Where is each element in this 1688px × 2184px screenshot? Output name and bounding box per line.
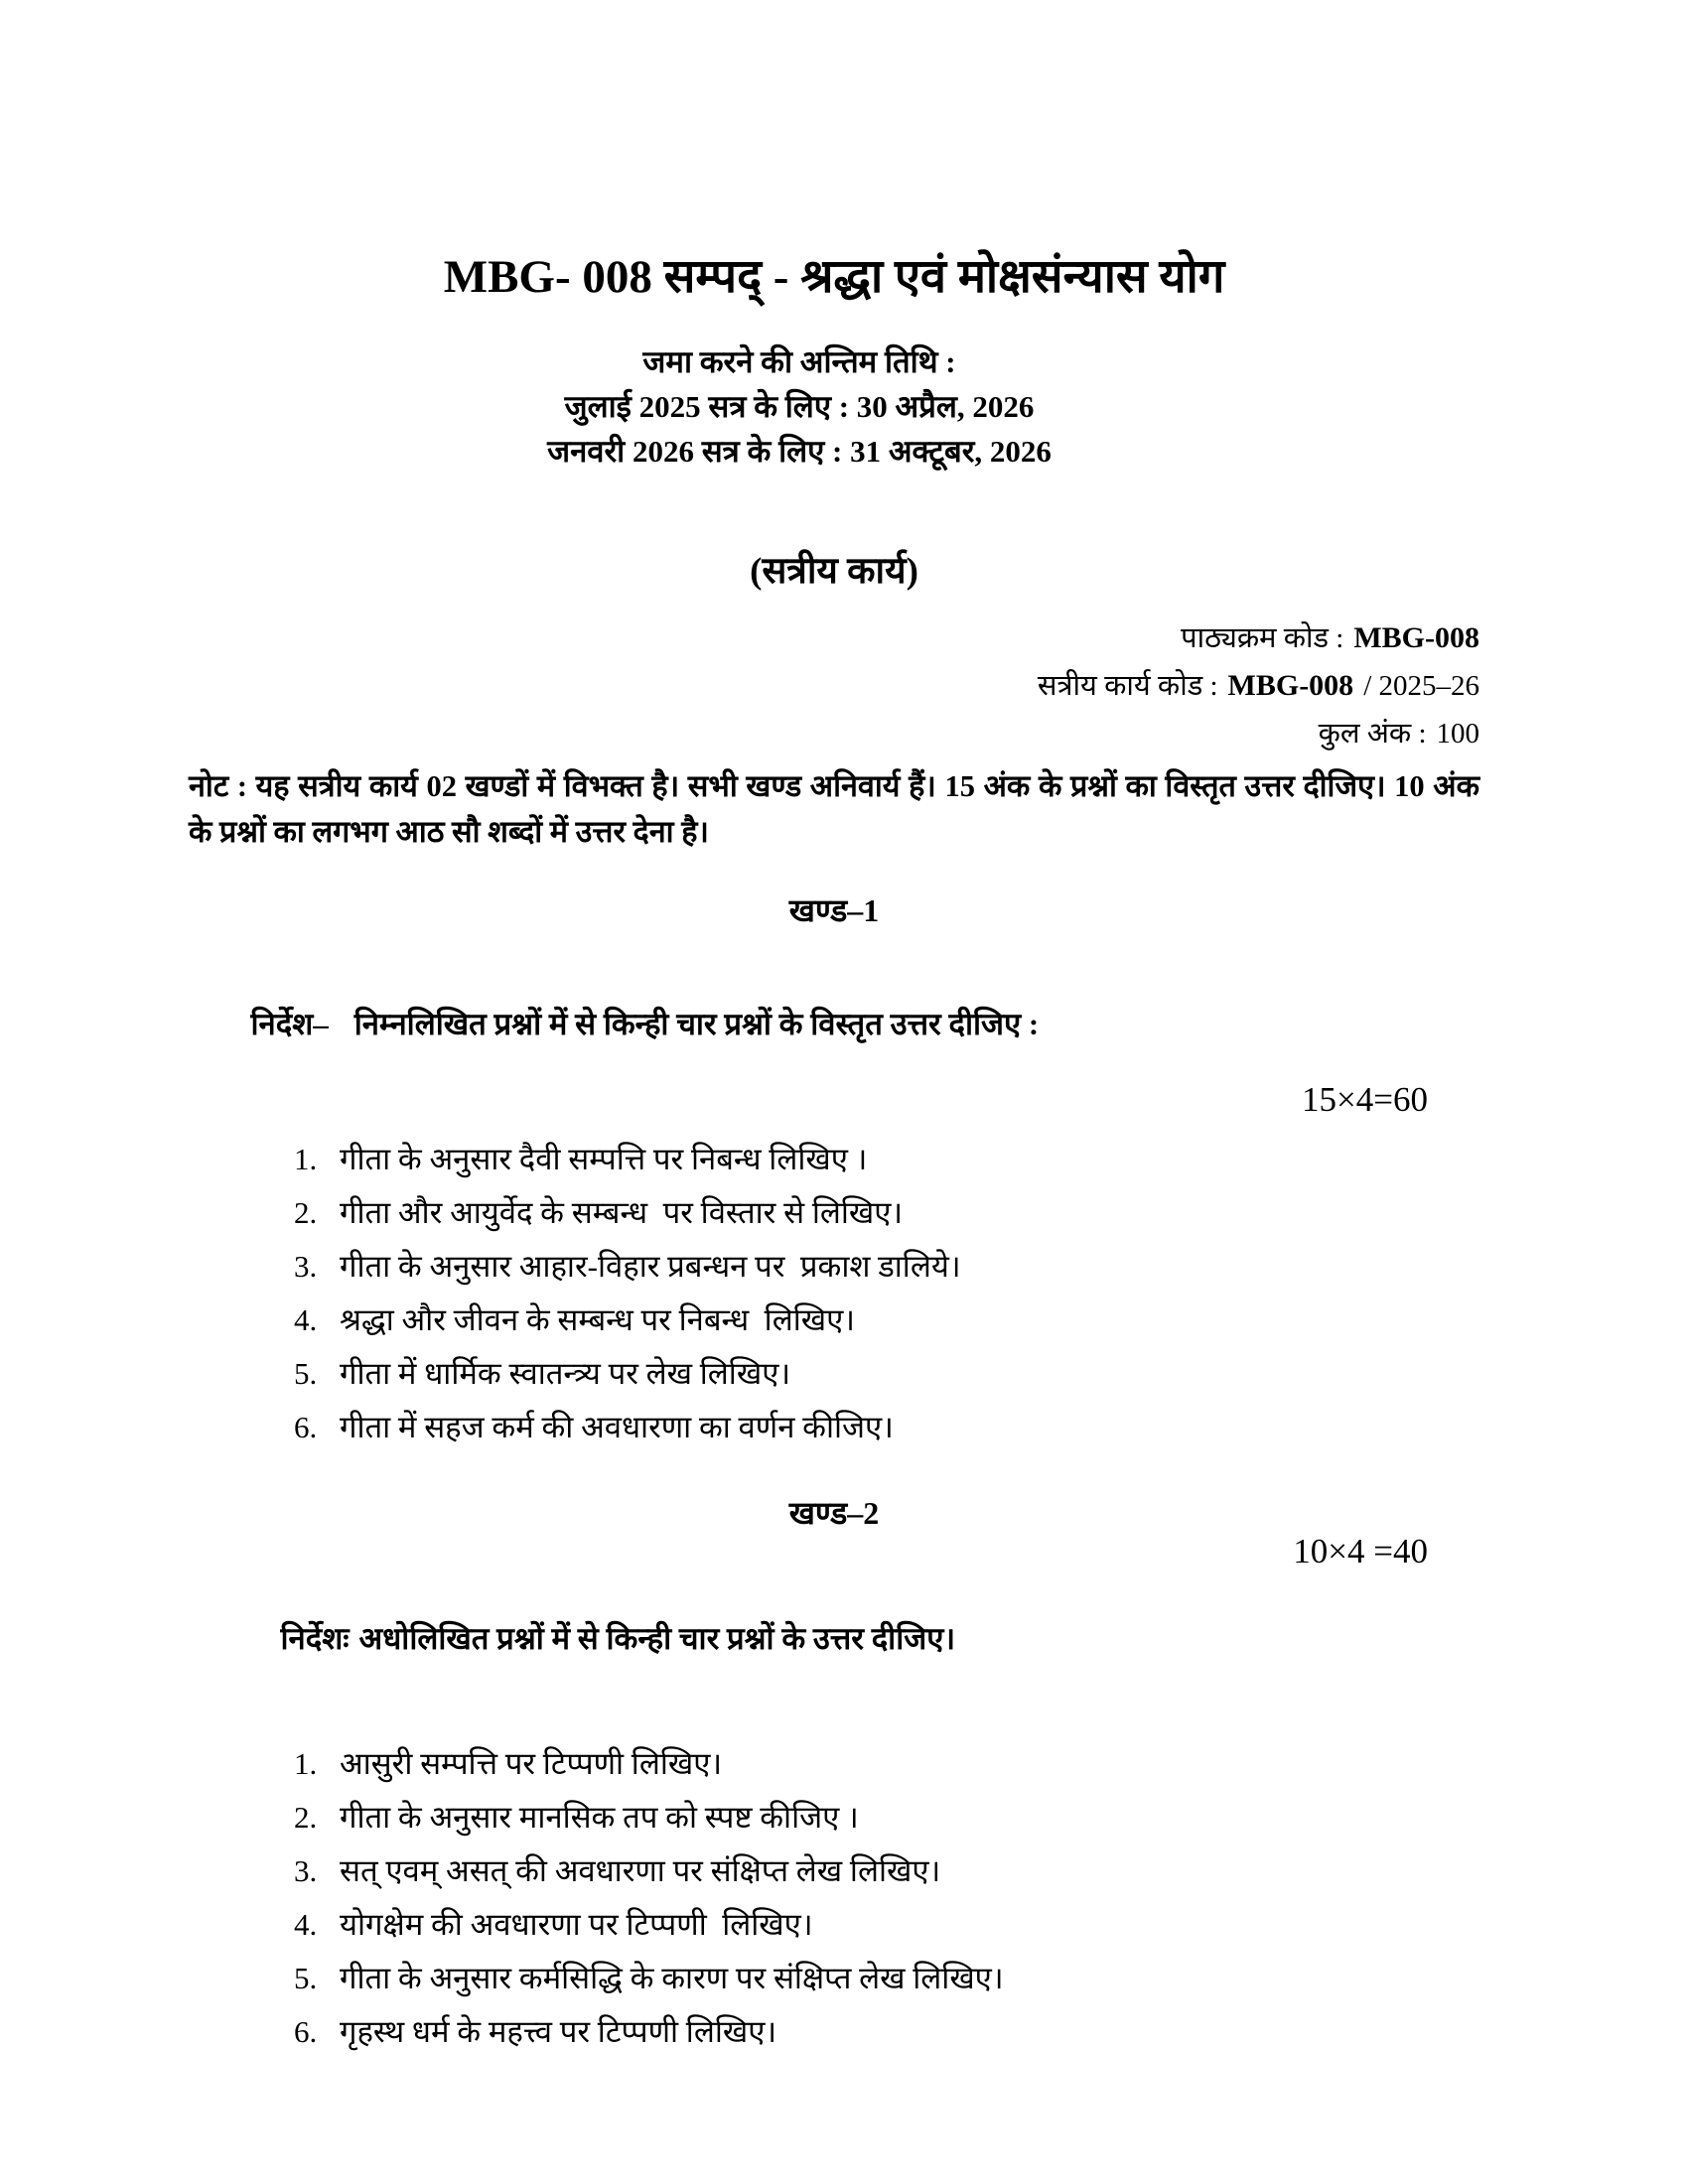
question-item [294,1144,1479,1175]
course-code-value: MBG-008 [1353,621,1479,654]
total-marks-value: 100 [1436,718,1479,750]
question-text: गीता और आयुर्वेद के सम्बन्ध पर विस्तार से लिखिए। [340,1195,904,1230]
question-item [294,1251,1479,1283]
question-text: गीता के अनुसार कर्मसिद्धि के कारण पर संक्षिप्त लेख लिखिए। [340,1961,1004,1995]
page-title: MBG- 008 सम्पद् - श्रद्धा एवं मोक्षसंन्यास योग [443,251,1225,303]
question-item [294,1748,1479,1780]
question-number: 5. [294,1961,318,1995]
deadline-heading: जमा करने की अन्तिम तिथि : [642,344,956,379]
section-1-marks: 15×4=60 [1302,1080,1428,1119]
question-text: गीता के अनुसार मानसिक तप को स्पष्ट कीजिए । [340,1800,859,1835]
section-2-direction-text: अधोलिखित प्रश्नों में से किन्ही चार प्रश्नों के उत्तर दीजिए। [358,1621,956,1656]
section-2 [189,1495,1479,2048]
question-number: 3. [294,1249,318,1284]
assignment-subtitle: (सत्रीय कार्य) [750,551,918,592]
question-number: 1. [294,1142,318,1176]
total-marks-line [189,710,1479,757]
section-2-direction-label: निर्देशः [280,1621,350,1656]
question-number: 2. [294,1195,318,1230]
question-number: 4. [294,1907,318,1942]
question-text: गीता के अनुसार आहार-विहार प्रबन्धन पर प्रकाश डालिये। [340,1249,961,1284]
question-number: 6. [294,1410,318,1444]
question-item [294,1358,1479,1390]
assignment-code-label: सत्रीय कार्य कोड : [1037,670,1218,702]
question-item [294,1412,1479,1443]
deadline-january-session: जनवरी 2026 सत्र के लिए : 31 अक्टूबर, 2026 [547,434,1052,469]
section-1-question-list [189,1144,1479,1443]
assignment-code-line [189,662,1479,710]
question-item [294,1909,1479,1941]
note-paragraph: नोट : यह सत्रीय कार्य 02 खण्डों में विभक्त है। सभी खण्ड अनिवार्य हैं। 15 अंक के प्रश्नों का विस्तृत उत्तर दीजिए। 10 अंक के प्रश्नों का लगभग आठ सौ शब्दों में उत्तर देना है। [189,769,1479,849]
section-1-direction-text: निम्नलिखित प्रश्नों में से किन्ही चार प्रश्नों के विस्तृत उत्तर दीजिए : [353,1007,1040,1041]
section-2-question-list [189,1748,1479,2048]
question-number: 3. [294,1853,318,1888]
question-text: गीता के अनुसार दैवी सम्पत्ति पर निबन्ध लिखिए । [340,1142,868,1176]
question-text: सत् एवम् असत् की अवधारणा पर संक्षिप्त लेख लिखिए। [340,1853,941,1888]
assignment-code-session: / 2025–26 [1363,670,1479,702]
question-text: गीता में सहज कर्म की अवधारणा का वर्णन कीजिए। [340,1410,894,1444]
section-1-direction-label: निर्देश– [250,1007,329,1041]
question-item [294,2016,1479,2048]
question-number: 5. [294,1356,318,1391]
section-2-direction [234,1585,1479,1693]
question-item [294,1963,1479,1994]
course-code-line [189,614,1479,662]
section-2-marks: 10×4 =40 [1293,1532,1428,1570]
question-number: 6. [294,2014,318,2049]
deadline-july-session: जुलाई 2025 सत्र के लिए : 30 अप्रैल, 2026 [564,389,1035,424]
question-item [294,1304,1479,1336]
question-item [294,1197,1479,1229]
question-text: आसुरी सम्पत्ति पर टिप्पणी लिखिए। [340,1746,723,1781]
question-text: योगक्षेम की अवधारणा पर टिप्पणी लिखिए। [340,1907,813,1942]
codes-block [189,614,1479,757]
question-text: श्रद्धा और जीवन के सम्बन्ध पर निबन्ध लिखिए। [340,1302,856,1337]
section-2-heading: खण्ड–2 [788,1495,880,1531]
question-text: गृहस्थ धर्म के महत्त्व पर टिप्पणी लिखिए। [340,2014,777,2049]
section-1 [189,892,1479,1443]
total-marks-label: कुल अंक : [1318,718,1427,750]
question-number: 1. [294,1746,318,1781]
question-number: 4. [294,1302,318,1337]
assignment-code-value: MBG-008 [1227,669,1354,702]
question-number: 2. [294,1800,318,1835]
question-item [294,1855,1479,1887]
deadline-block [189,340,1479,474]
question-item [294,1802,1479,1834]
section-1-direction [205,971,1479,1078]
section-1-heading: खण्ड–1 [788,892,880,928]
course-code-label: पाठ्यक्रम कोड : [1181,622,1344,654]
question-text: गीता में धार्मिक स्वातन्त्र्य पर लेख लिखिए। [340,1356,791,1391]
